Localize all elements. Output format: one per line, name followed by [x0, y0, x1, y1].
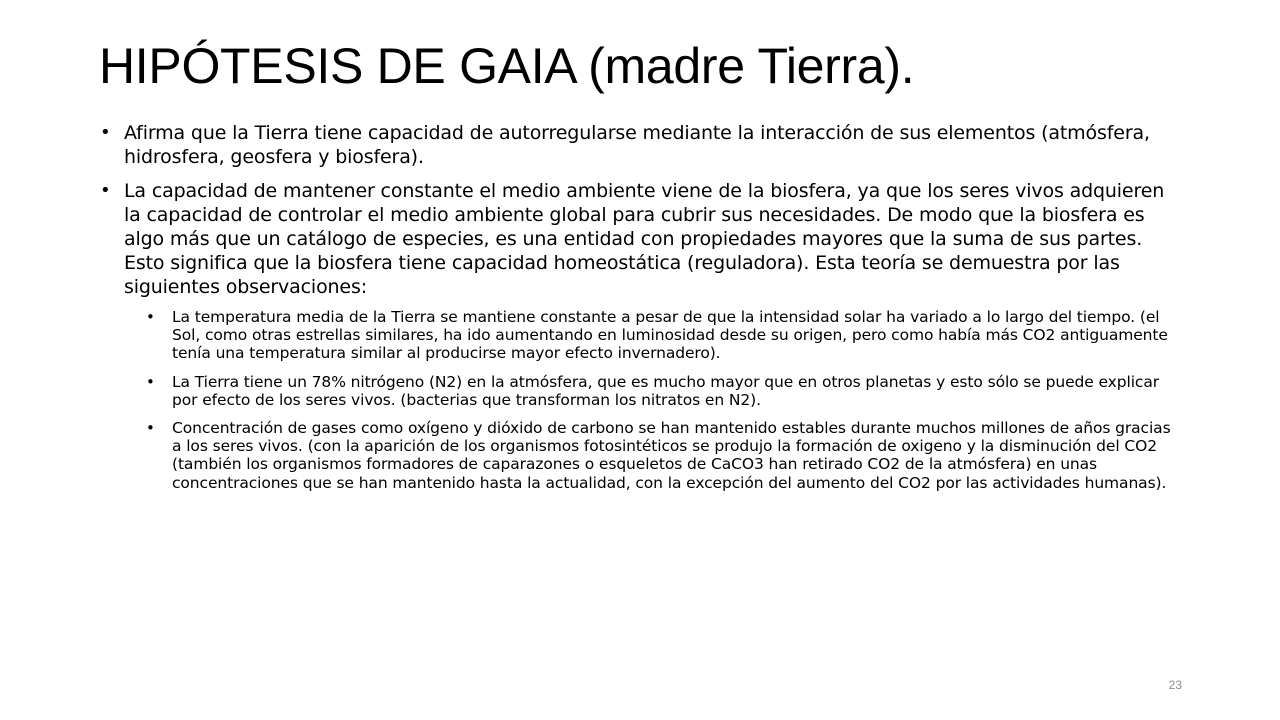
sub-bullet-text: La Tierra tiene un 78% nitrógeno (N2) en la atmósfera, que es mucho mayor que en otros planetas y esto sólo se puede explicar por efecto de los seres vivos. (bacterias que transforman los nitratos en N2).: [172, 372, 1159, 409]
bullet-item: [99, 179, 1184, 492]
page-number: 23: [1168, 678, 1182, 692]
sub-bullet-item: [124, 373, 1184, 409]
sub-bullet-marker: •: [146, 372, 155, 391]
sub-bullet-marker: •: [146, 308, 155, 326]
sub-bullet-marker: •: [146, 419, 155, 438]
bullet-text: La capacidad de mantener constante el medio ambiente viene de la biosfera, ya que los seres vivos adquieren la capacidad de controlar el medio ambiente global para cubrir sus necesidades. De modo que la biosfera es algo más que un catálogo de especies, es una entidad con propiedades mayores que la suma de sus partes. Esto significa que la biosfera tiene capacidad homeostática (reguladora). Esta teoría se demuestra por las siguientes observaciones:: [124, 180, 1165, 298]
sub-bullet-item: [124, 308, 1184, 363]
sub-bullet-list: [124, 308, 1184, 492]
bullet-text: Afirma que la Tierra tiene capacidad de autorregularse mediante la interacción de sus elementos (atmósfera, hidrosfera, geosfera y biosfera).: [124, 122, 1150, 168]
bullet-item: [99, 121, 1184, 169]
slide-title: HIPÓTESIS DE GAIA (madre Tierra).: [99, 38, 915, 94]
bullet-marker: •: [100, 180, 111, 201]
sub-bullet-item: [124, 419, 1184, 492]
sub-bullet-text: Concentración de gases como oxígeno y dióxido de carbono se han mantenido estables durante muchos millones de años gracias a los seres vivos. (con la aparición de los organismos fotosintéticos se produjo la formación de oxigeno y la disminución del CO2 (también los organismos formadores de caparazones o esqueletos de CaCO3 han retirado CO2 de la atmósfera) en unas concentraciones que se han mantenido hasta la actualidad, con la excepción del aumento del CO2 por las actividades humanas).: [172, 419, 1171, 492]
slide-content: [99, 121, 1184, 502]
bullet-marker: •: [100, 122, 111, 143]
bullet-list: [99, 121, 1184, 492]
sub-bullet-text: La temperatura media de la Tierra se mantiene constante a pesar de que la intensidad solar ha variado a lo largo del tiempo. (el Sol, como otras estrellas similares, ha ido aumentando en luminosidad desde su origen, pero como había más CO2 antiguamente tenía una temperatura similar al producirse mayor efecto invernadero).: [172, 308, 1168, 363]
